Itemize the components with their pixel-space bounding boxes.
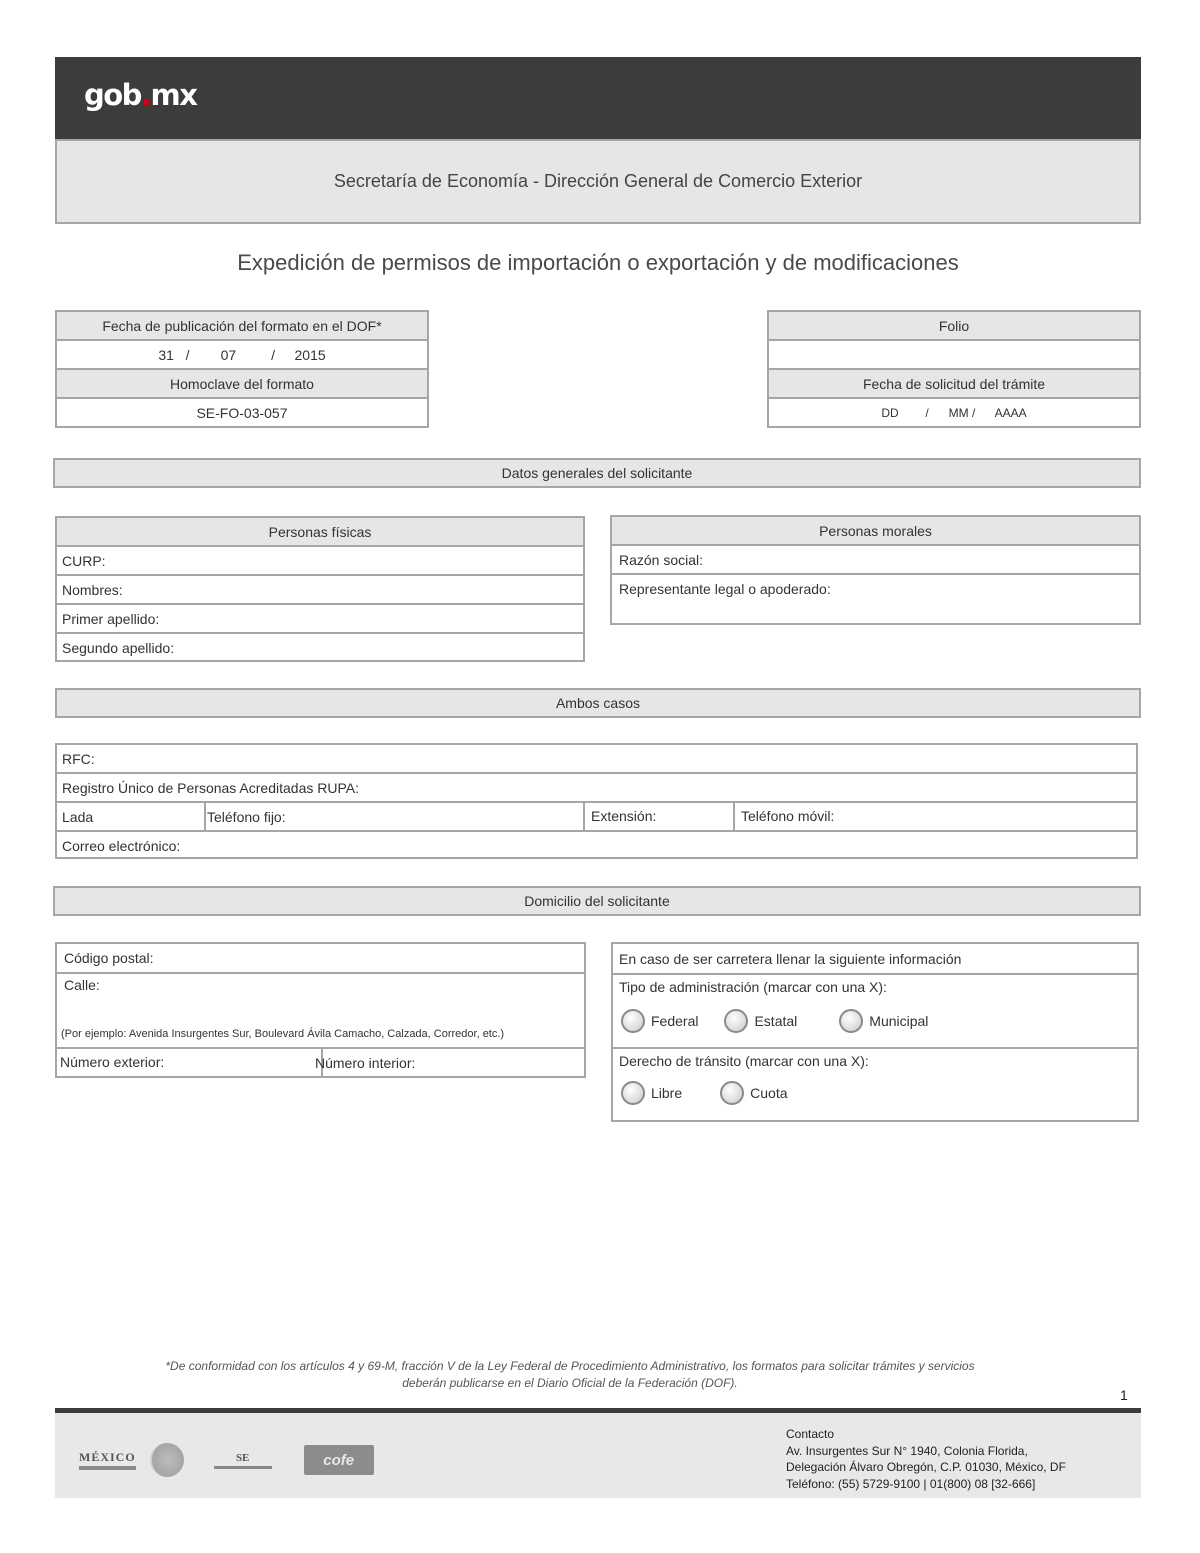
- telefono-fijo-field[interactable]: Teléfono fijo:: [207, 809, 286, 825]
- primer-apellido-field[interactable]: Primer apellido:: [57, 605, 583, 634]
- radio-label: Libre: [651, 1085, 683, 1101]
- request-date-label: Fecha de solicitud del trámite: [768, 369, 1140, 398]
- numero-exterior-field[interactable]: Número exterior:: [60, 1054, 165, 1070]
- radio-label: Municipal: [869, 1013, 929, 1029]
- footnote: [55, 1358, 1085, 1392]
- radio-label: Estatal: [754, 1013, 798, 1029]
- rupa-field[interactable]: Registro Único de Personas Acreditadas RUPA:: [57, 774, 1136, 803]
- carretera-intro: En caso de ser carretera llenar la siguiente información: [613, 944, 1137, 975]
- representante-legal-field[interactable]: Representante legal o apoderado:: [619, 581, 831, 597]
- pub-date-label: Fecha de publicación del formato en el DOF*: [56, 311, 428, 340]
- divider: [733, 803, 735, 830]
- section-general-label: Datos generales del solicitante: [501, 465, 693, 481]
- section-both: [55, 688, 1141, 718]
- radio-label: Cuota: [750, 1085, 788, 1101]
- radio-libre[interactable]: [621, 1081, 682, 1105]
- correo-field[interactable]: Correo electrónico:: [62, 837, 181, 854]
- footnote-line-1: *De conformidad con los artículos 4 y 69-M, fracción V de la Ley Federal de Procedimiento Administrativo, los formatos para solicitar trámites y servicios: [165, 1359, 975, 1373]
- nombres-field[interactable]: Nombres:: [57, 576, 583, 605]
- radio-circle-icon: [621, 1009, 645, 1033]
- homoclave-label: Homoclave del formato: [56, 369, 428, 398]
- personas-morales-header: Personas morales: [612, 517, 1139, 546]
- razon-social-field[interactable]: Razón social:: [612, 546, 1139, 575]
- page-number: 1: [1120, 1387, 1128, 1403]
- contact-phone: Teléfono: (55) 5729-9100 | 01(800) 08 [32-666]: [786, 1476, 1036, 1491]
- calle-field[interactable]: [57, 974, 584, 1049]
- contact-title: Contacto: [786, 1427, 835, 1441]
- personas-morales-panel: [610, 515, 1141, 625]
- contact-address-1: Av. Insurgentes Sur N° 1940, Colonia Florida,: [786, 1443, 1028, 1458]
- radio-circle-icon: [839, 1009, 863, 1033]
- form-title: Expedición de permisos de importación o exportación y de modificaciones: [237, 250, 959, 275]
- request-date-field[interactable]: DD / MM / AAAA: [768, 398, 1140, 427]
- personas-fisicas-header: Personas físicas: [57, 518, 583, 547]
- radio-circle-icon: [724, 1009, 748, 1033]
- radio-cuota[interactable]: [720, 1081, 787, 1105]
- contact-block: [786, 1426, 1066, 1492]
- divider: [583, 803, 585, 830]
- domicilio-panel: [55, 942, 586, 1078]
- footer-logos: [79, 1443, 374, 1477]
- folio-table: [767, 310, 1141, 428]
- tipo-administracion-group: [613, 975, 1137, 1049]
- telefono-movil-field[interactable]: Teléfono móvil:: [741, 808, 835, 824]
- folio-label: Folio: [768, 311, 1140, 340]
- agency-name: Secretaría de Economía - Dirección General de Comercio Exterior: [333, 171, 863, 191]
- extension-field[interactable]: Extensión:: [591, 808, 657, 824]
- footnote-line-2: deberán publicarse en el Diario Oficial de la Federación (DOF).: [402, 1376, 738, 1390]
- section-address-label: Domicilio del solicitante: [524, 893, 670, 909]
- derecho-transito-label: Derecho de tránsito (marcar con una X):: [619, 1053, 869, 1069]
- pub-date-value: 31 / 07 / 2015: [56, 340, 428, 369]
- cofemer-logo: cofe: [304, 1445, 374, 1475]
- homoclave-value: SE-FO-03-057: [56, 398, 428, 427]
- ambos-casos-panel: [55, 743, 1138, 859]
- tipo-administracion-label: Tipo de administración (marcar con una X):: [619, 979, 887, 995]
- gobmx-logo: gob.mx: [84, 78, 197, 112]
- section-general: [53, 458, 1141, 488]
- calle-example: (Por ejemplo: Avenida Insurgentes Sur, Boulevard Ávila Camacho, Calzada, Corredor, etc.): [61, 1028, 505, 1040]
- radio-federal[interactable]: [621, 1009, 698, 1033]
- national-seal-icon: [150, 1443, 184, 1477]
- section-both-label: Ambos casos: [555, 695, 641, 711]
- se-logo: SE: [214, 1452, 272, 1469]
- phone-row: [57, 803, 1136, 832]
- radio-municipal[interactable]: [839, 1009, 928, 1033]
- radio-label: Federal: [651, 1013, 699, 1029]
- agency-banner: [55, 139, 1141, 224]
- lada-field[interactable]: Lada: [62, 809, 94, 825]
- radio-estatal[interactable]: [724, 1009, 797, 1033]
- footer: [55, 1408, 1141, 1498]
- calle-label: Calle:: [64, 977, 100, 993]
- divider: [204, 803, 206, 830]
- numero-row: [57, 1049, 584, 1078]
- radio-circle-icon: [621, 1081, 645, 1105]
- carretera-panel: [611, 942, 1139, 1122]
- mexico-logo: MÉXICO: [79, 1450, 136, 1470]
- numero-interior-field[interactable]: Número interior:: [315, 1055, 416, 1071]
- curp-field[interactable]: CURP:: [57, 547, 583, 576]
- folio-field[interactable]: [768, 340, 1140, 369]
- rfc-field[interactable]: RFC:: [57, 745, 1136, 774]
- codigo-postal-field[interactable]: Código postal:: [57, 944, 584, 974]
- section-address: [53, 886, 1141, 916]
- format-info-table: [55, 310, 429, 428]
- derecho-transito-group: [613, 1049, 1137, 1122]
- contact-address-2: Delegación Álvaro Obregón, C.P. 01030, México, DF: [786, 1460, 1066, 1474]
- segundo-apellido-field[interactable]: Segundo apellido:: [62, 640, 175, 656]
- radio-circle-icon: [720, 1081, 744, 1105]
- header-bar: [55, 57, 1141, 139]
- personas-fisicas-panel: [55, 516, 585, 662]
